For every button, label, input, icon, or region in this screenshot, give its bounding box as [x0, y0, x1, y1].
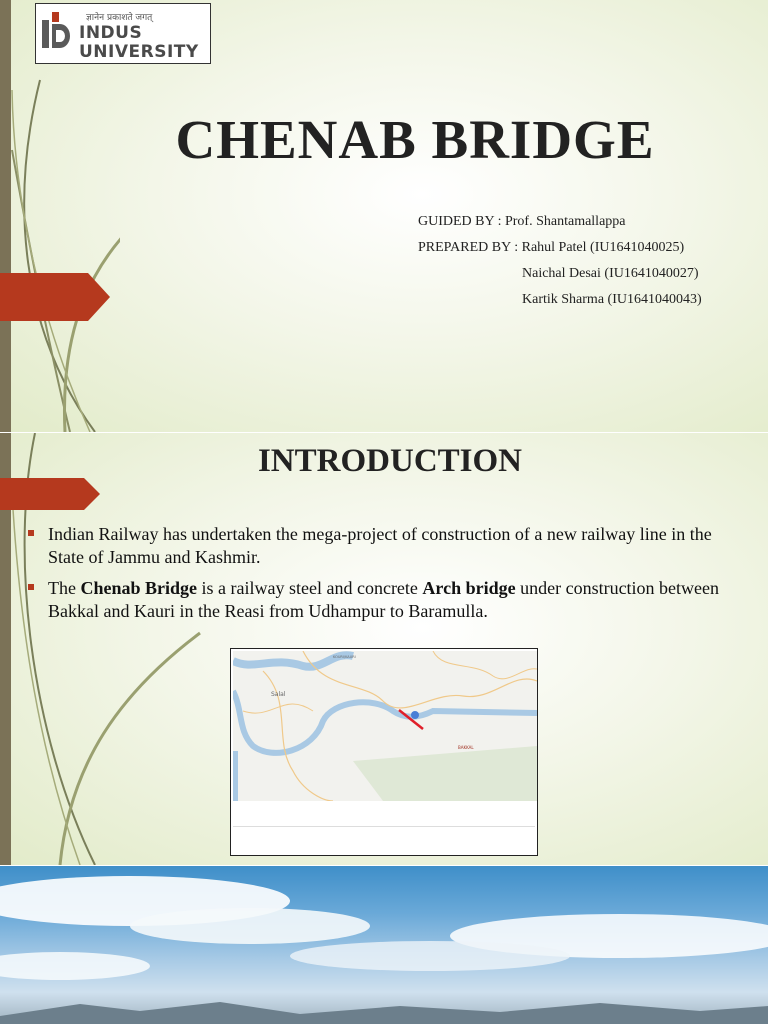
- slide-title: CHENAB BRIDGE: [175, 109, 655, 170]
- bullet-square-icon: [28, 584, 34, 590]
- indus-logo-icon: [42, 10, 70, 58]
- logo-tagline: ज्ञानेन प्रकाशते जगत्: [86, 13, 153, 23]
- guided-by: GUIDED BY : Prof. Shantamallappa: [418, 214, 626, 229]
- arrow-tab: [0, 478, 100, 510]
- bullet-list: [28, 523, 738, 631]
- prepared-by: PREPARED BY : Rahul Patel (IU1641040025): [418, 240, 685, 255]
- map-image: [233, 651, 537, 801]
- bullet-text-pre: The: [48, 578, 81, 598]
- logo-name-line1: INDUS: [79, 23, 143, 43]
- map-footer: [233, 826, 535, 853]
- location-pin-icon: [411, 711, 419, 719]
- map-label-bakkal: BAKKAL: [458, 745, 474, 750]
- bullet-square-icon: [28, 530, 34, 536]
- logo-name-line2: UNIVERSITY: [79, 42, 199, 62]
- arrow-tab: [0, 273, 110, 321]
- map-label-salal: Salal: [271, 691, 286, 698]
- credits-block: [418, 209, 702, 313]
- member-2: Naichal Desai (IU1641040027): [522, 266, 699, 281]
- bullet-item: [28, 577, 738, 623]
- map-label-kouri: KOURI/KAURI: [333, 655, 356, 659]
- bullet-item: [28, 523, 738, 569]
- location-map: [230, 648, 538, 856]
- sky-photo-slide: [0, 866, 768, 1024]
- introduction-slide: [0, 433, 768, 865]
- title-slide: [0, 0, 768, 432]
- section-heading: INTRODUCTION: [257, 443, 523, 479]
- bullet-text: Indian Railway has undertaken the mega-project of construction of a new railway line in the State of Jammu and Kashmir.: [48, 524, 712, 567]
- swoosh-decoration: [0, 0, 120, 432]
- university-logo: [35, 3, 211, 64]
- bullet-bold-arch: Arch bridge: [422, 578, 516, 598]
- member-3: Kartik Sharma (IU1641040043): [522, 292, 702, 307]
- bullet-text-post: under construction between Bakkal and Kauri in the Reasi from Udhampur to Baramulla.: [48, 578, 720, 621]
- bullet-text-mid: is a railway steel and concrete: [197, 578, 423, 598]
- bullet-bold-chenab: Chenab Bridge: [80, 578, 198, 598]
- sky-photo: [0, 866, 768, 1024]
